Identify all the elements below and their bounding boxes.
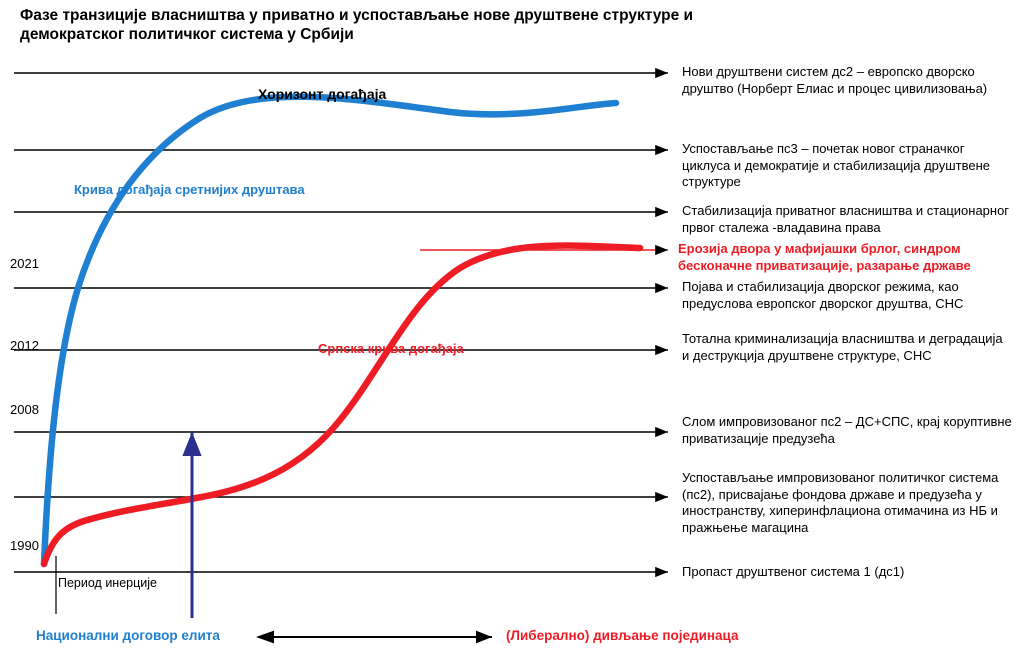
event-label-6: Тотална криминализација власништва и деградација и деструкција друштвене структуре, СНС <box>682 331 1003 363</box>
year-label-2012: 2012 <box>10 338 39 353</box>
event-label-4: Ерозија двора у мафијашки брлог, синдром бесконачне приватизације, разарање државе <box>678 241 971 273</box>
bottom-right-label: (Либерално) дивљање појединаца <box>506 628 739 643</box>
event-label-8: Успостављање импровизованог политичког система (пс2), присвајање фондова државе и предузећа у иностранству, хиперинфлациона отимачина из НБ и пражњење магацина <box>682 470 999 535</box>
year-label-2008: 2008 <box>10 402 39 417</box>
blue-curve-label: Крива догађаја сретнијих друштава <box>74 182 305 197</box>
period-of-inertia-label: Период инерције <box>58 576 157 590</box>
event-label-1: Нови друштвени систем дс2 – европско дворско друштво (Норберт Елиас и процес цивилизовања) <box>682 64 988 96</box>
event-label-5: Појава и стабилизација дворског режима, као предуслова европског дворског друштва, СНС <box>682 279 964 311</box>
bottom-left-label: Национални договор елита <box>36 628 220 643</box>
horizon-label: Хоризонт догађаја <box>258 86 387 102</box>
event-label-3: Стабилизација приватног власништва и стационарног првог сталежа -владавина права <box>682 203 1010 235</box>
event-label-9: Пропаст друштвеног система 1 (дс1) <box>682 564 905 579</box>
red-curve-label: Српска крива догађаја <box>318 341 464 356</box>
event-label-2: Успостављање пс3 – почетак новог страначког циклуса и демократије и стабилизација друштвене структуре <box>682 141 991 190</box>
event-label-7: Слом импровизованог пс2 – ДС+СПС, крај коруптивне приватизације предузећа <box>682 414 1012 446</box>
year-label-1990: 1990 <box>10 538 39 553</box>
page-title: Фазе транзиције власништва у приватно и успостављање нове друштвене структуре и демократског политичког система у Србији <box>20 7 694 44</box>
year-label-2021: 2021 <box>10 256 39 271</box>
